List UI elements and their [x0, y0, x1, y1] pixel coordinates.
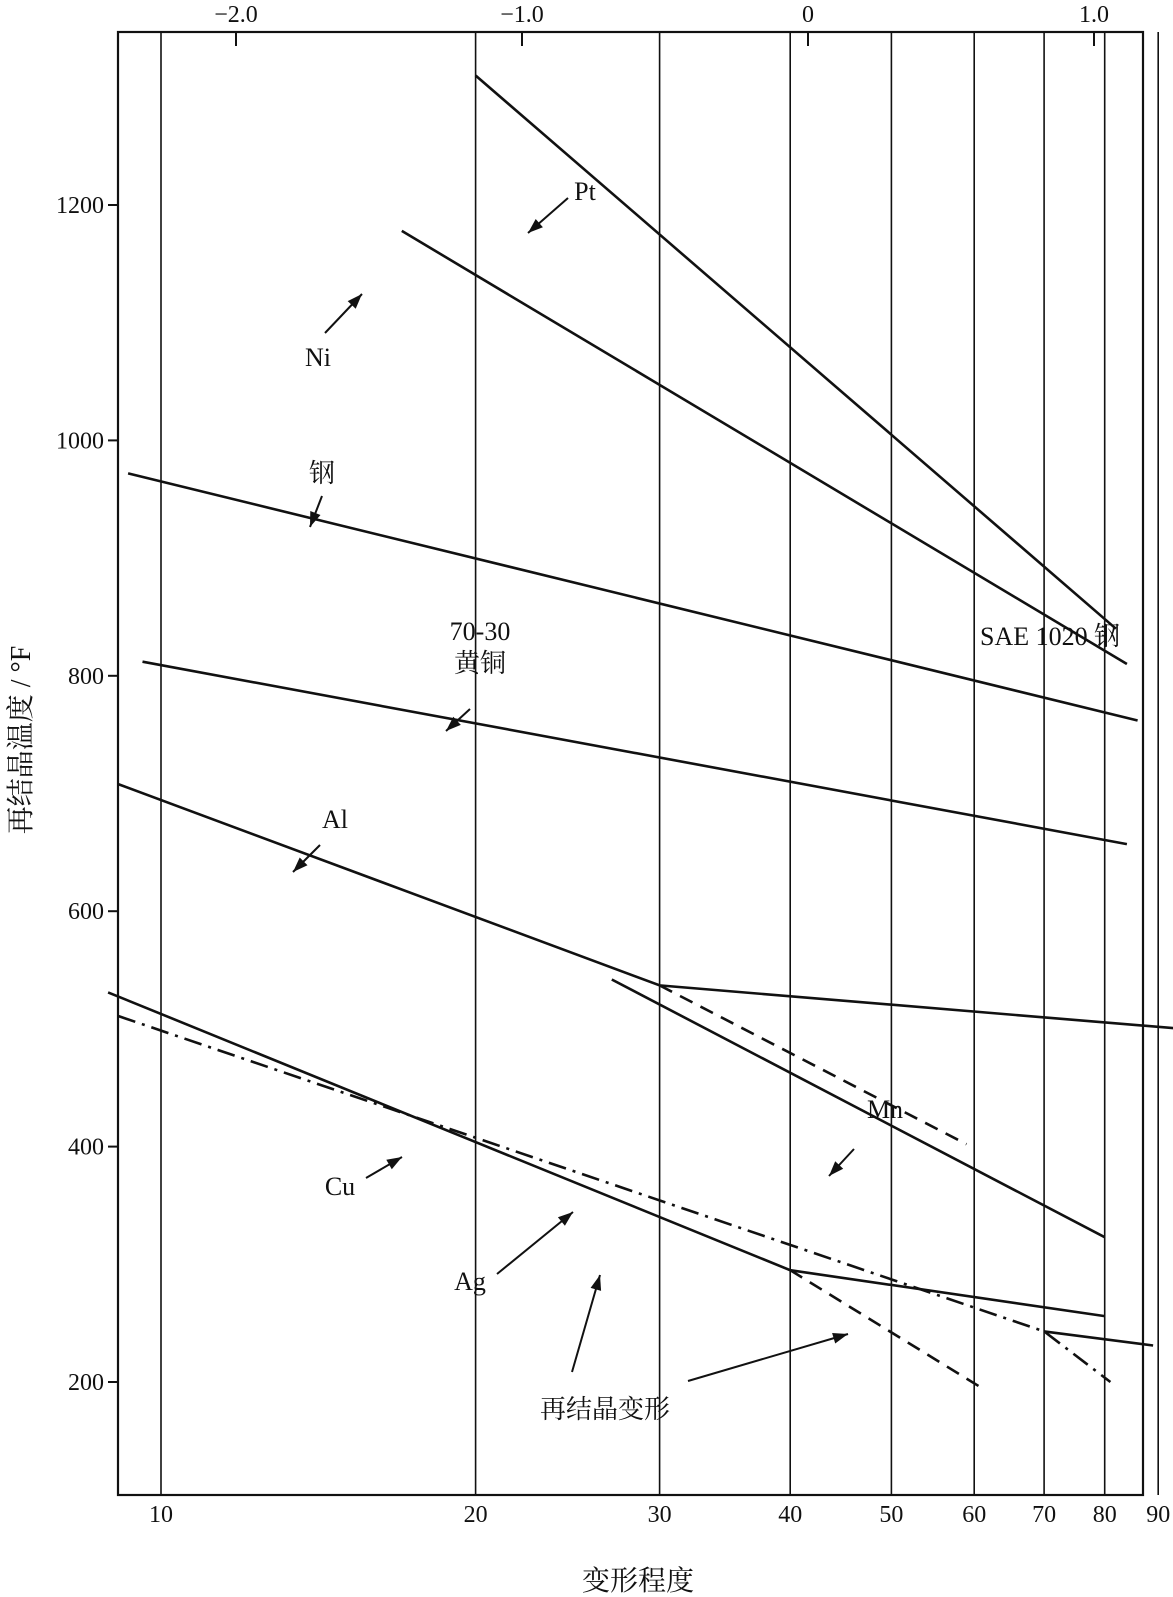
annotation-arrowhead-8 [591, 1275, 602, 1291]
series-label-0: Pt [574, 177, 596, 206]
annotation-arrow-8 [572, 1275, 600, 1372]
x-tick-label-60: 60 [962, 1502, 987, 1528]
series-label-1: Ni [305, 343, 331, 372]
x-axis-ticks [149, 1502, 1170, 1528]
series-label-2: 钢 [308, 459, 336, 488]
series-line-8 [790, 1270, 982, 1388]
series-labels [305, 177, 1120, 1424]
top-tick-label-0: −2.0 [214, 2, 258, 28]
series-lines [108, 76, 1173, 1388]
x-axis-title: 变形程度 [581, 1566, 695, 1597]
series-line-5 [612, 980, 1105, 1238]
series-label-7: Mn [866, 1095, 904, 1124]
x-tick-label-80: 80 [1092, 1502, 1117, 1528]
top-tick-label-2: 0 [802, 2, 814, 28]
annotation-arrowhead-9 [832, 1333, 848, 1344]
series-line-1 [402, 231, 1127, 664]
y-tick-label-200: 200 [68, 1370, 104, 1396]
series-label-6: SAE 1020 钢 [980, 622, 1121, 651]
x-tick-label-70: 70 [1032, 1502, 1057, 1528]
top-tick-label-1: −1.0 [500, 2, 544, 28]
series-label-9: Ag [454, 1267, 486, 1296]
y-tick-label-1000: 1000 [56, 428, 104, 455]
series-label-8: Cu [324, 1172, 356, 1201]
annotation-arrows [293, 198, 854, 1381]
annotation-arrowhead-6 [386, 1157, 402, 1169]
top-tick-label-3: 1.0 [1079, 2, 1109, 28]
series-label-3: 70-30 [449, 617, 511, 646]
x-tick-label-10: 10 [149, 1502, 173, 1528]
series-line-3 [143, 662, 1127, 844]
series-label-4: 黄铜 [453, 649, 507, 678]
series-line-4 [118, 784, 1173, 1029]
series-label-5: Al [322, 805, 348, 834]
x-tick-label-40: 40 [778, 1502, 803, 1528]
annotation-arrow-9 [688, 1334, 848, 1381]
plot-frame [118, 32, 1143, 1495]
y-tick-label-800: 800 [68, 663, 104, 690]
x-tick-label-20: 20 [463, 1502, 488, 1528]
x-tick-label-90: 90 [1146, 1502, 1171, 1528]
series-line-7 [108, 992, 1105, 1316]
series-line-2 [128, 473, 1138, 720]
vertical-gridlines [161, 32, 1158, 1495]
series-label-10: 再结晶变形 [539, 1395, 671, 1424]
y-axis-ticks [56, 193, 118, 1396]
series-line-0 [476, 76, 1116, 629]
y-axis-title: 再结晶温度 / °F [6, 645, 37, 835]
series-line-6 [660, 985, 967, 1144]
x-tick-label-50: 50 [879, 1502, 904, 1528]
y-tick-label-400: 400 [68, 1134, 104, 1161]
x-tick-label-30: 30 [647, 1502, 672, 1528]
series-line-10 [1044, 1331, 1153, 1345]
y-tick-label-600: 600 [68, 899, 104, 926]
y-tick-label-1200: 1200 [56, 193, 104, 219]
